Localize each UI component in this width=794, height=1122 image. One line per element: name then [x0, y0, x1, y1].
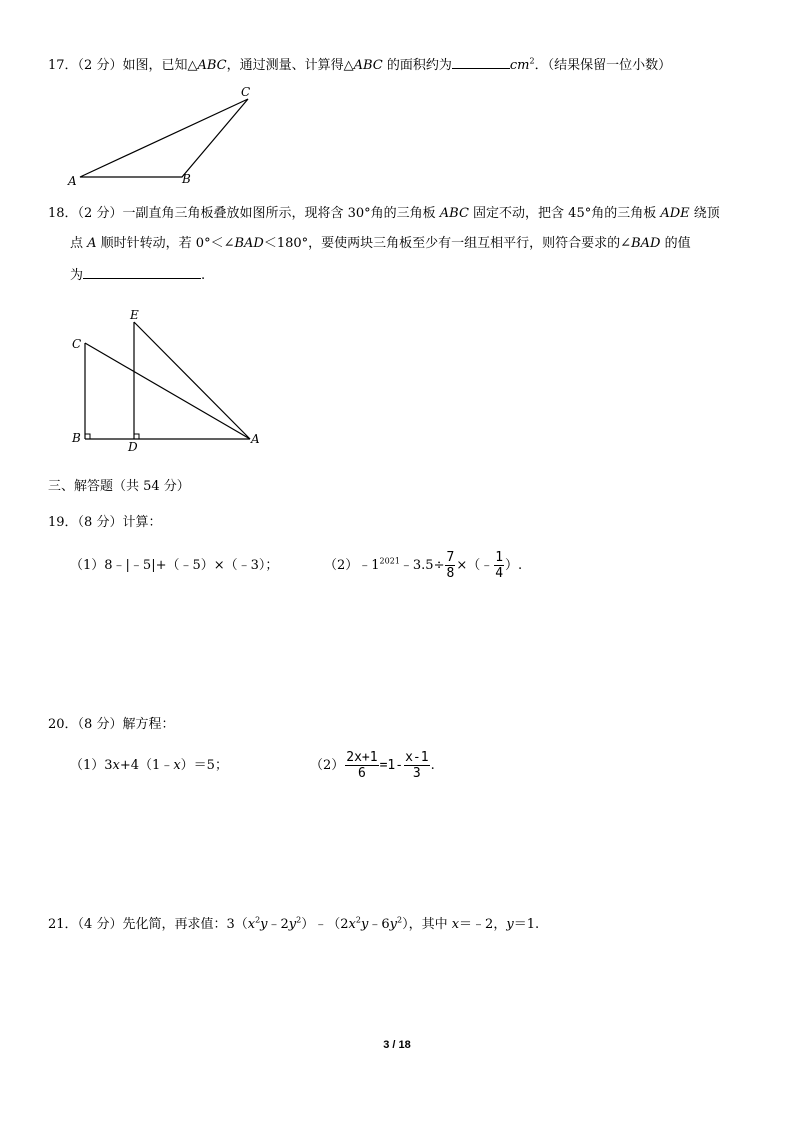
fraction-2x1-6: $\frac{2x+1}{6}$ — [346, 750, 378, 781]
q18-line3: 为 . — [70, 268, 206, 283]
section-title: 三、解答题（共 54 分） — [48, 479, 190, 494]
fraction-1-4: $\frac{1}{4}$ — [495, 550, 504, 581]
q17-triangle-figure — [60, 82, 280, 190]
q18-line2: 点 A 顺时针转动，若 0°＜∠BAD＜180°，要使两块三角板至少有一组互相平行，则符合要求的∠BAD 的值 — [70, 236, 691, 251]
label-a: A — [68, 174, 77, 188]
page-number: 3 / 18 — [383, 1039, 411, 1051]
q21-text: 21．（4 分）先化简，再求值：$3(x^2y﹣2y^2)﹣(2x^2y﹣6y^2)$，其中 x＝﹣2，y＝1. — [48, 915, 540, 932]
label-b: B — [72, 431, 81, 445]
right-angle-b — [85, 434, 90, 439]
triangle-abc — [80, 99, 248, 177]
fraction-x1-3: $\frac{x-1}{3}$ — [405, 750, 429, 781]
q19-part1: （1）8﹣|﹣5|+（﹣5）×（﹣3）； — [70, 558, 279, 573]
q18-line1: 18．（2 分）一副直角三角板叠放如图所示，现将含 30°角的三角板 ABC 固定不动，把含 45°角的三角板 ADE 绕顶 — [48, 206, 720, 221]
segment-ca — [85, 343, 250, 439]
label-d: D — [128, 440, 138, 454]
q20-title: 20．（8 分）解方程： — [48, 717, 175, 732]
q20-part1: （1）3x+4（1﹣x）＝5； — [70, 758, 228, 773]
fraction-7-8: $\frac{7}{8}$ — [446, 550, 455, 581]
right-angle-d — [134, 434, 139, 439]
label-a: A — [251, 432, 260, 446]
q17-text: 17．（2 分）如图，已知△ABC，通过测量、计算得△ABC 的面积约为 $cm^2$．（结果保留一位小数） — [48, 56, 672, 73]
q18-triangles-figure — [66, 305, 276, 455]
q20-part2: （2） $\frac{2x+1}{6}$ =1- $\frac{x-1}{3}$ . — [310, 750, 435, 781]
q19-title: 19．（8 分）计算： — [48, 515, 162, 530]
q19-part2: $(2)﹣1^{2021}﹣3.5\div$ $\frac{7}{8}$ ×（﹣ $\frac{1}{4}$ ）. — [324, 550, 523, 581]
segment-ea — [134, 322, 250, 439]
label-c: C — [241, 85, 251, 99]
q18-answer-blank — [83, 278, 201, 279]
label-c: C — [72, 337, 82, 351]
q17-answer-blank — [452, 68, 510, 69]
label-b: B — [182, 172, 191, 186]
label-e: E — [130, 308, 139, 322]
